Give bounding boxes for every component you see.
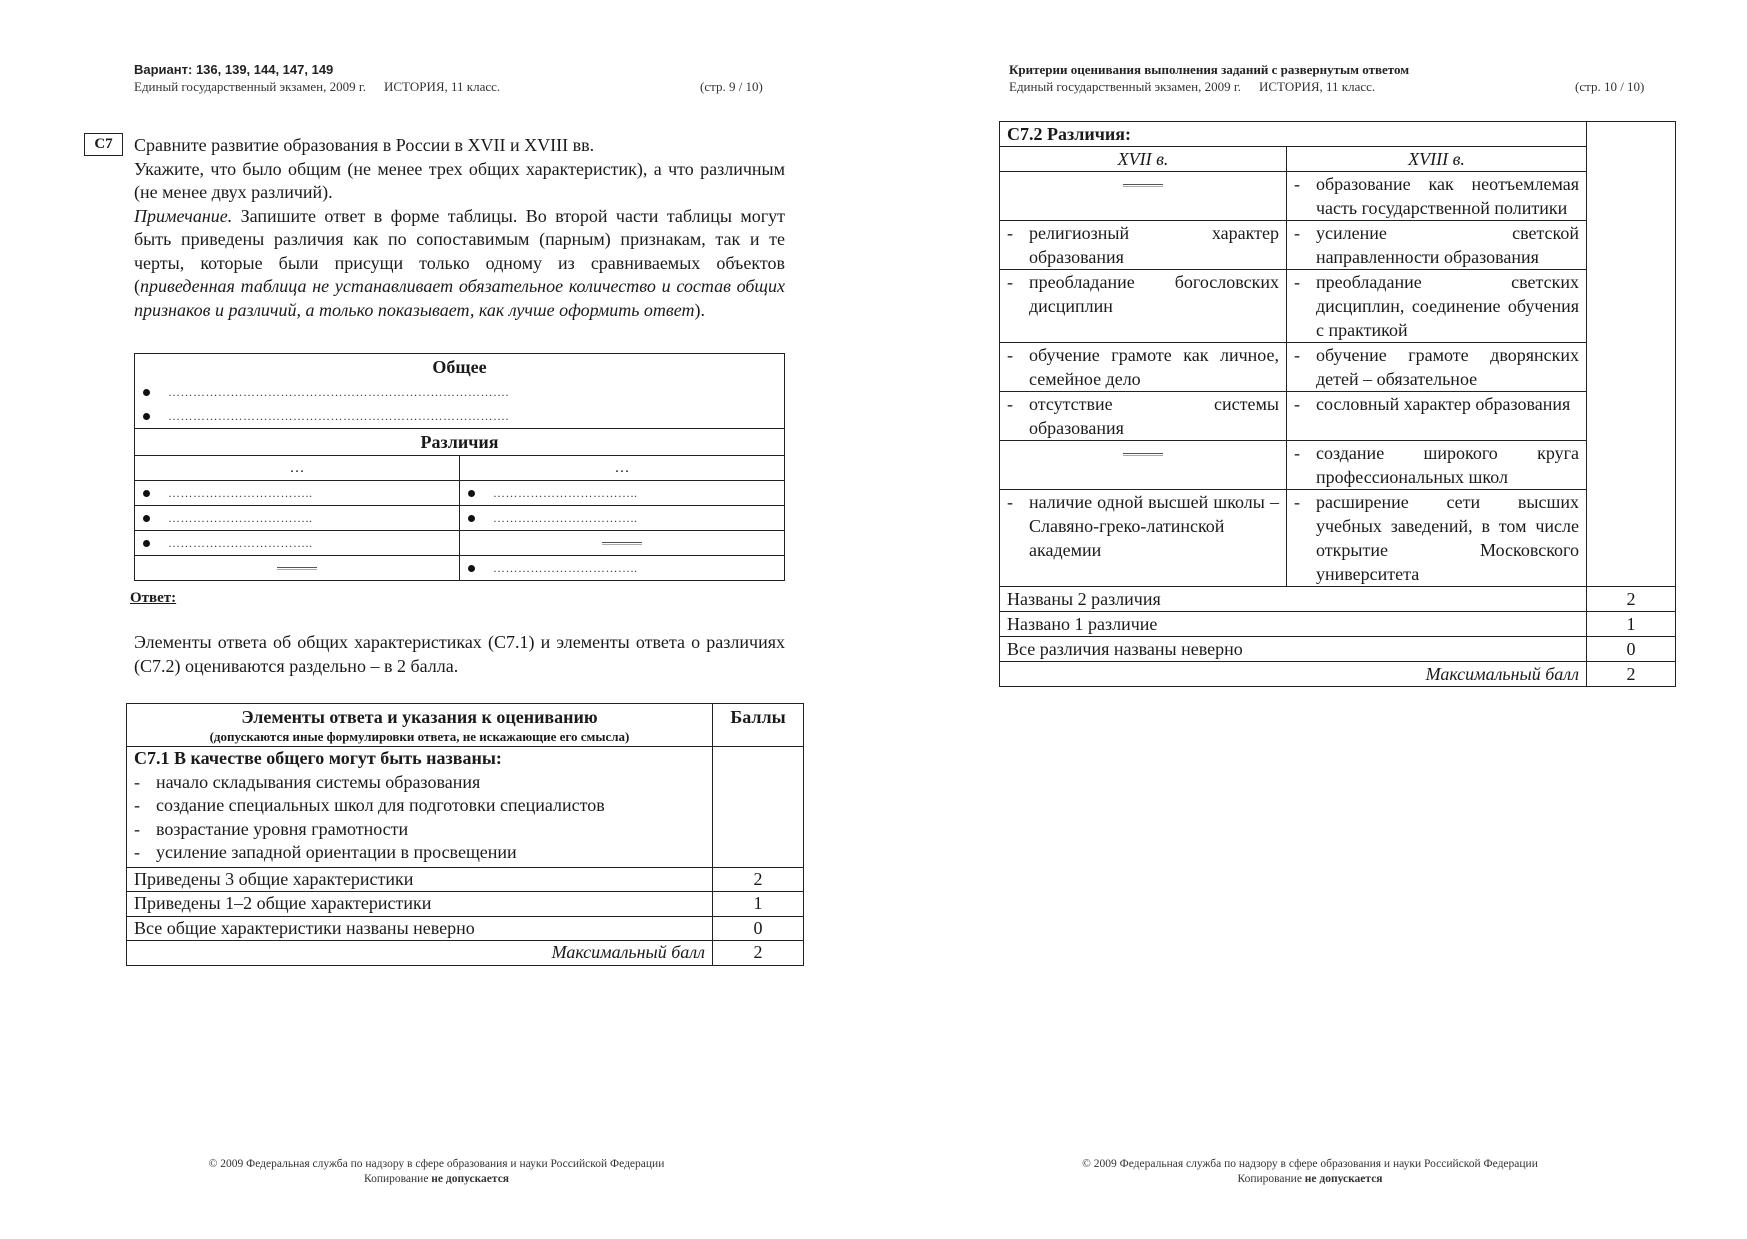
diff-row: - наличие одной высшей школы – Славяно-греко-латинской академии - расширение сети высших учебных заведений, в том числе открытие Московского университета xyxy=(1000,490,1676,587)
scoring-table-c7-1 xyxy=(126,703,804,966)
bullet-icon xyxy=(468,515,475,522)
c7-1-elements xyxy=(127,747,713,868)
table-header-points: Баллы xyxy=(713,704,804,747)
task-label: С7 xyxy=(84,133,123,156)
blank-answer-table xyxy=(134,353,785,581)
bullet-icon xyxy=(143,515,150,522)
empty-points-cell xyxy=(1587,122,1676,587)
list-item: - создание специальных школ для подготовки специалистов xyxy=(134,795,605,815)
task-note xyxy=(134,205,785,323)
answer-note: Элементы ответа об общих характеристиках (С7.1) и элементы ответа о различиях (С7.2) оцениваются раздельно – в 2 балла. xyxy=(134,632,785,676)
table-header-main: Элементы ответа и указания к оцениванию (допускаются иные формулировки ответа, не искажающие его смысла) xyxy=(127,704,713,747)
differences-header: Различия xyxy=(135,429,785,456)
diff-row: - религиозный характер образования - усиление светской направленности образования xyxy=(1000,221,1676,270)
page-number: (стр. 9 / 10) xyxy=(700,79,763,94)
dash-icon xyxy=(1123,453,1163,456)
diff-cell-empty xyxy=(135,556,460,581)
note-text: Запишите ответ в форме таблицы. Во второй части таблицы могут быть приведены различия как по сопоставимым (парным) признакам, так и те черты, которые были присущи только одному из сравниваемых объектов ( xyxy=(134,205,785,296)
bullet-icon xyxy=(143,490,150,497)
bullet-icon xyxy=(468,565,475,572)
dash-icon xyxy=(1123,184,1163,187)
criteria-row: Приведены 1–2 общие характеристики 1 xyxy=(127,892,804,917)
answer-label: Ответ: xyxy=(130,590,177,606)
diff-cell: …………………………….. xyxy=(135,481,460,506)
scoring-table-c7-2 xyxy=(999,121,1676,687)
empty-points-cell xyxy=(713,747,804,868)
criteria-row: Все общие характеристики названы неверно 0 xyxy=(127,916,804,941)
max-score-row: Максимальный балл 2 xyxy=(1000,662,1676,687)
task-line-1: Сравните развитие образования в России в XVII и XVIII вв. xyxy=(134,135,595,155)
bullet-icon xyxy=(143,540,150,547)
diff-row: - преобладание богословских дисциплин - преобладание светских дисциплин, соединение обучения с практикой xyxy=(1000,270,1676,343)
diff-row: - образование как неотъемлемая часть государственной политики xyxy=(1000,172,1676,221)
subject-name: ИСТОРИЯ, 11 класс. xyxy=(1259,79,1376,94)
max-score-row: Максимальный балл 2 xyxy=(127,941,804,966)
column-placeholder: … xyxy=(460,456,785,481)
column-header-18: XVIII в. xyxy=(1287,147,1587,172)
section-title: С7.2 Различия: xyxy=(1000,122,1587,147)
diff-cell: …………………………….. xyxy=(460,506,785,531)
left-page xyxy=(0,0,873,1239)
copy-notice: Копирование не допускается xyxy=(1237,1173,1383,1185)
list-item: - начало складывания системы образования xyxy=(134,771,481,792)
section-title: С7.1 В качестве общего могут быть названы: xyxy=(134,748,502,768)
diff-cell: …………………………….. xyxy=(460,481,785,506)
common-header: Общее xyxy=(135,354,785,381)
diff-row: - отсутствие системы образования - сословный характер образования xyxy=(1000,392,1676,441)
footer xyxy=(0,1157,873,1187)
dash-icon xyxy=(602,542,642,545)
copy-notice: Копирование не допускается xyxy=(363,1173,510,1185)
criteria-row: Все различия названы неверно 0 xyxy=(1000,637,1676,662)
list-item: - усиление западной ориентации в просвещении xyxy=(134,842,517,862)
diff-cell: …………………………….. xyxy=(460,556,785,581)
bullet-icon xyxy=(143,389,150,396)
common-row: ………………………………………………………………………. xyxy=(135,405,785,429)
table-header-sub: (допускаются иные формулировки ответа, не искажающие его смысла) xyxy=(209,729,630,744)
page-number: (стр. 10 / 10) xyxy=(1575,79,1645,94)
list-item: - возрастание уровня грамотности xyxy=(134,818,409,839)
diff-cell: …………………………….. xyxy=(135,531,460,556)
dash-icon xyxy=(277,567,317,570)
bullet-icon xyxy=(143,413,150,420)
task-line-2: Укажите, что было общим (не менее трех общих характеристик), а что различным (не менее двух различий). xyxy=(134,158,785,202)
copyright: © 2009 Федеральная служба по надзору в сфере образования и науки Российской Федерации xyxy=(208,1158,665,1170)
criteria-row: Названо 1 различие 1 xyxy=(1000,612,1676,637)
bullet-icon xyxy=(468,490,475,497)
subject-name: ИСТОРИЯ, 11 класс. xyxy=(384,79,501,94)
note-italic: приведенная таблица не устанавливает обязательное количество и состав общих признаков и различий, а только показывает, как лучше оформить ответ xyxy=(134,276,785,320)
exam-header xyxy=(1009,79,1375,95)
exam-name: Единый государственный экзамен, 2009 г. xyxy=(1009,79,1241,94)
criteria-row: Приведены 3 общие характеристики 2 xyxy=(127,867,804,892)
diff-cell-empty xyxy=(460,531,785,556)
exam-header xyxy=(134,79,500,95)
copyright: © 2009 Федеральная служба по надзору в сфере образования и науки Российской Федерации xyxy=(1082,1158,1538,1170)
exam-name: Единый государственный экзамен, 2009 г. xyxy=(134,79,366,94)
task-text xyxy=(134,134,785,322)
column-header-17: XVII в. xyxy=(1000,147,1287,172)
note-end: ). xyxy=(694,299,705,320)
diff-row: - создание широкого круга профессиональных школ xyxy=(1000,441,1676,490)
criteria-row: Названы 2 различия 2 xyxy=(1000,587,1676,612)
variant-header: Вариант: 136, 139, 144, 147, 149 xyxy=(134,62,334,77)
right-page xyxy=(873,0,1747,1239)
criteria-header: Критерии оценивания выполнения заданий с развернутым ответом xyxy=(1009,62,1410,77)
footer xyxy=(873,1157,1747,1187)
diff-row: - обучение грамоте как личное, семейное дело - обучение грамоте дворянских детей – обязательное xyxy=(1000,343,1676,392)
column-placeholder: … xyxy=(135,456,460,481)
note-label: Примечание. xyxy=(134,205,233,226)
common-row: ………………………………………………………………………. xyxy=(135,381,785,405)
diff-cell: …………………………….. xyxy=(135,506,460,531)
